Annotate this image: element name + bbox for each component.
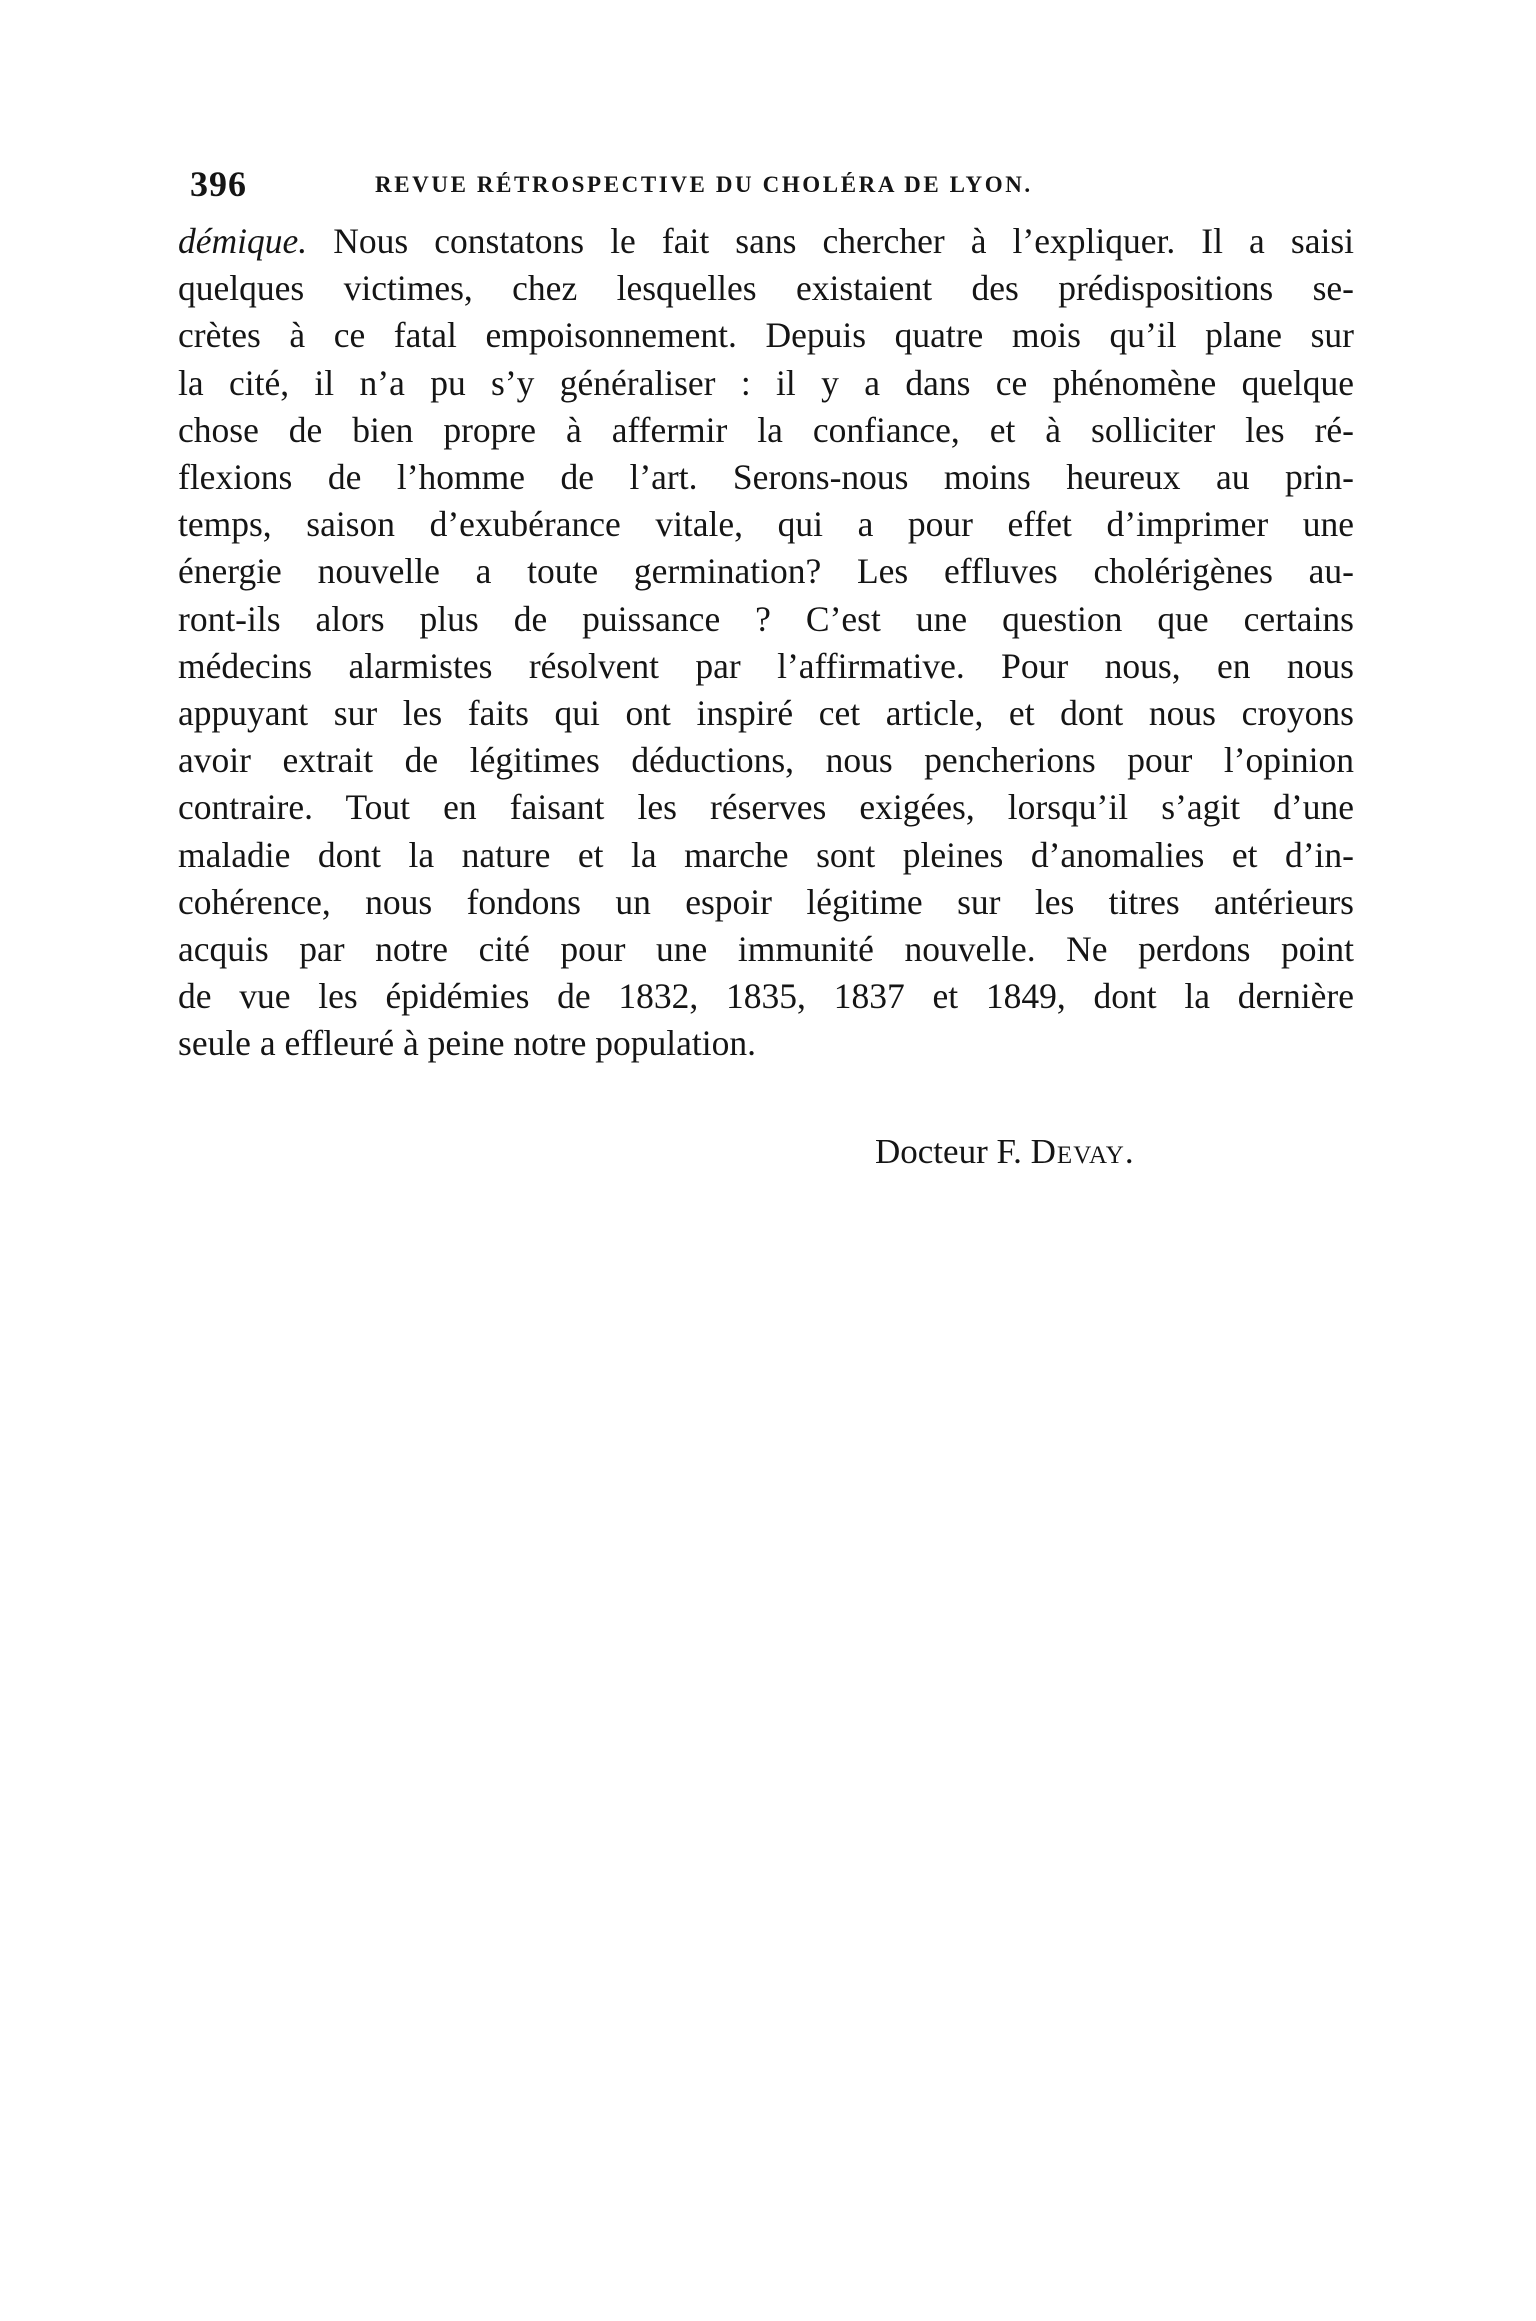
- text-line: flexions de l’homme de l’art. Serons-nous moins heureux au prin-: [178, 457, 1354, 498]
- text-line: crètes à ce fatal empoisonnement. Depuis quatre mois qu’il plane sur: [178, 315, 1354, 356]
- text-line: chose de bien propre à affermir la confiance, et à solliciter les ré-: [178, 409, 1354, 450]
- text-line: contraire. Tout en faisant les réserves exigées, lorsqu’il s’agit d’une: [178, 787, 1354, 828]
- running-title: REVUE RÉTROSPECTIVE DU CHOLÉRA DE LYON.: [375, 172, 1033, 197]
- text-line: [178, 218, 1354, 265]
- body-paragraph: [178, 218, 1354, 1068]
- text-line: quelques victimes, chez lesquelles existaient des prédispositions se-: [178, 268, 1354, 309]
- running-head: [190, 162, 1250, 212]
- page-number: 396: [190, 164, 247, 204]
- signature: [875, 1130, 1135, 1174]
- text-line: maladie dont la nature et la marche sont pleines d’anomalies et d’in-: [178, 834, 1354, 875]
- text-line: ront-ils alors plus de puissance ? C’est une question que certains: [178, 598, 1354, 639]
- text-line: appuyant sur les faits qui ont inspiré cet article, et dont nous croyons: [178, 693, 1354, 734]
- text-line-last: seule a effleuré à peine notre population.: [178, 1023, 756, 1064]
- line-1-text: Nous constatons le fait sans chercher à l’expliquer. Il a saisi: [307, 221, 1354, 261]
- signature-surname: Devay.: [1030, 1132, 1135, 1171]
- signature-prefix: Docteur F.: [875, 1132, 1031, 1171]
- text-line: cohérence, nous fondons un espoir légitime sur les titres antérieurs: [178, 881, 1354, 922]
- text-line: temps, saison d’exubérance vitale, qui a pour effet d’imprimer une: [178, 504, 1354, 545]
- text-line: de vue les épidémies de 1832, 1835, 1837 et 1849, dont la dernière: [178, 976, 1354, 1017]
- text-line: acquis par notre cité pour une immunité nouvelle. Ne perdons point: [178, 929, 1354, 970]
- first-word: démique.: [178, 221, 308, 261]
- text-line: médecins alarmistes résolvent par l’affirmative. Pour nous, en nous: [178, 645, 1354, 686]
- text-line: énergie nouvelle a toute germination? Les effluves cholérigènes au-: [178, 551, 1354, 592]
- text-line: la cité, il n’a pu s’y généraliser : il y a dans ce phénomène quelque: [178, 362, 1354, 403]
- text-line: avoir extrait de légitimes déductions, nous pencherions pour l’opinion: [178, 740, 1354, 781]
